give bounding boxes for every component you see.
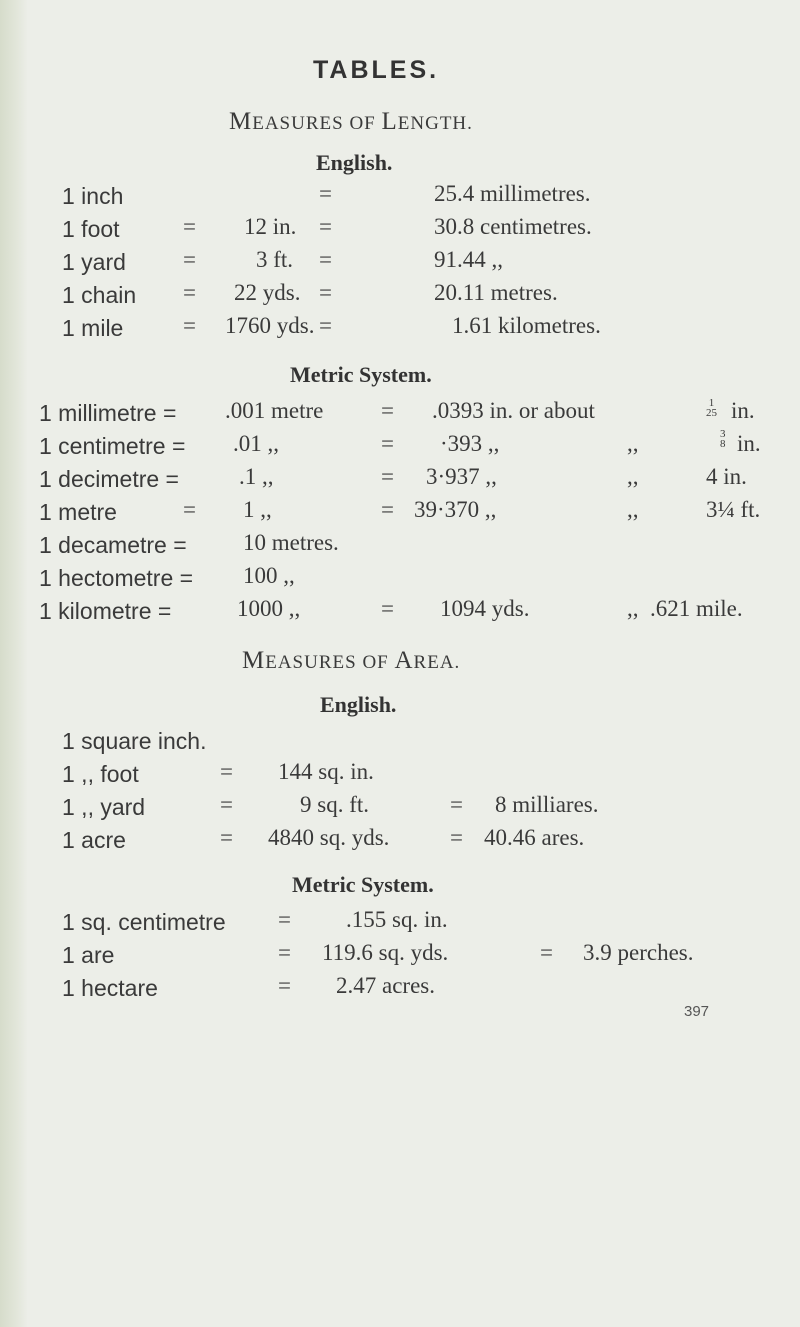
table-row-about: ,, — [627, 431, 639, 456]
english-length-subtitle: English. — [316, 150, 393, 175]
table-row-unit: 1 mile — [62, 315, 124, 341]
table-row-eq: = — [220, 759, 233, 784]
table-row-unit: 1 millimetre = — [39, 400, 177, 426]
table-row-result: 20.11 metres. — [434, 280, 558, 305]
table-row-result: 3·937 ,, — [426, 464, 497, 489]
table-row-value: 144 sq. in. — [278, 759, 374, 784]
table-row-unit: 1 centimetre = — [39, 433, 186, 459]
table-row-eq: = — [183, 247, 196, 272]
table-row-value: .01 ,, — [233, 431, 279, 456]
table-row-eq: = — [381, 596, 394, 621]
table-row-unit: 1 inch — [62, 183, 124, 209]
fraction-numerator: 3 — [720, 428, 726, 440]
table-row-value: .1 ,, — [239, 464, 274, 489]
table-row-tail: .621 mile. — [650, 596, 743, 621]
table-row-unit: 1 acre — [62, 827, 126, 853]
table-row-eq: = — [381, 431, 394, 456]
table-row-value: 100 ,, — [243, 563, 295, 588]
fraction-denominator: 8 — [720, 438, 726, 450]
table-row-tail: 4 in. — [706, 464, 747, 489]
table-row-result: 40.46 ares. — [484, 825, 585, 850]
heading-cap: A — [394, 647, 414, 674]
table-row-eq: = — [278, 907, 291, 932]
heading-small: ENGTH. — [397, 113, 473, 134]
table-row-unit: 1 yard — [62, 249, 126, 275]
table-row-result: 8 milliares. — [495, 792, 599, 817]
heading-cap: L — [381, 108, 398, 135]
table-row-fraction — [720, 429, 726, 458]
table-row-eq: = — [381, 398, 394, 423]
table-row-value: 4840 sq. yds. — [268, 825, 390, 850]
table-row-result: ·393 ,, — [440, 431, 500, 456]
table-row-unit: 1 decimetre = — [39, 466, 179, 492]
heading-small: REA. — [413, 652, 461, 673]
table-row-unit: 1 foot — [62, 216, 120, 242]
heading-small: EASURES OF — [252, 113, 382, 134]
page-title: TABLES. — [313, 56, 440, 84]
table-row-unit: 1 chain — [62, 282, 137, 308]
table-row-eq: = — [381, 497, 394, 522]
table-row-result: 39·370 ,, — [414, 497, 497, 522]
table-row-result: 1.61 kilometres. — [452, 313, 601, 338]
table-row-value: 1760 yds. — [225, 313, 315, 338]
table-row-value: .155 sq. in. — [346, 907, 448, 932]
table-row-eq: = — [319, 280, 332, 305]
table-row-unit: 1 hectare — [62, 975, 158, 1001]
table-row-unit: 1 square inch. — [62, 728, 207, 754]
table-row-eq: = — [183, 280, 196, 305]
table-row-tail: 3¼ ft. — [706, 497, 761, 522]
table-row-result: 30.8 centimetres. — [434, 214, 592, 239]
table-row-unit: 1 ,, yard — [62, 794, 146, 820]
table-row-value: 10 metres. — [243, 530, 339, 555]
table-row-eq: = — [450, 792, 463, 817]
page-number: 397 — [684, 1003, 710, 1020]
table-row-value: 3 ft. — [256, 247, 294, 272]
table-row-unit: 1 metre — [39, 499, 117, 525]
table-row-eq: = — [220, 792, 233, 817]
table-row-eq: = — [450, 825, 463, 850]
table-row-value: .001 metre — [225, 398, 324, 423]
metric-area-subtitle: Metric System. — [292, 872, 434, 897]
table-row-value: 1000 ,, — [237, 596, 301, 621]
table-row-eq: = — [183, 313, 196, 338]
heading-cap: M — [229, 108, 253, 135]
table-row-eq: = — [220, 825, 233, 850]
table-row-eq: = — [278, 940, 291, 965]
fraction-numerator: 1 — [708, 397, 715, 409]
table-row-eq: = — [278, 973, 291, 998]
metric-length-subtitle: Metric System. — [290, 362, 432, 387]
table-row-value: 2.47 acres. — [336, 973, 435, 998]
english-area-subtitle: English. — [320, 692, 397, 717]
table-row-value: 12 in. — [244, 214, 297, 239]
table-row-eq: = — [319, 181, 332, 206]
table-row-eq: = — [183, 497, 196, 522]
heading-small: EASURES OF — [265, 652, 395, 673]
table-row-result: .0393 in. or about — [432, 398, 595, 423]
table-row-value: 22 yds. — [234, 280, 301, 305]
table-row-about: ,, — [627, 596, 639, 621]
table-row-tail: in. — [731, 398, 755, 423]
table-row-value: 1 ,, — [243, 497, 272, 522]
table-row-result: 3.9 perches. — [583, 940, 694, 965]
table-row-result: 91.44 ,, — [434, 247, 503, 272]
table-row-eq: = — [381, 464, 394, 489]
table-row-value: 9 sq. ft. — [300, 792, 369, 817]
table-row-unit: 1 kilometre = — [39, 598, 172, 624]
table-row-about: ,, — [627, 497, 639, 522]
table-row-fraction — [706, 398, 717, 427]
fraction-denominator: 25 — [706, 407, 717, 419]
heading-cap: M — [242, 647, 266, 674]
table-row-eq: = — [540, 940, 553, 965]
page-edge-shadow — [0, 0, 28, 1327]
table-row-result: 25.4 millimetres. — [434, 181, 591, 206]
table-row-unit: 1 hectometre = — [39, 565, 194, 591]
table-row-eq: = — [319, 247, 332, 272]
table-row-about: ,, — [627, 464, 639, 489]
table-row-unit: 1 ,, foot — [62, 761, 139, 787]
table-row-tail: in. — [737, 431, 761, 456]
section-heading-area — [242, 647, 460, 675]
table-row-eq: = — [183, 214, 196, 239]
table-row-eq: = — [319, 214, 332, 239]
table-row-eq: = — [319, 313, 332, 338]
table-row-result: 1094 yds. — [440, 596, 530, 621]
table-row-unit: 1 decametre = — [39, 532, 187, 558]
table-row-unit: 1 sq. centimetre — [62, 909, 226, 935]
section-heading-length — [229, 108, 473, 136]
table-row-unit: 1 are — [62, 942, 115, 968]
table-row-value: 119.6 sq. yds. — [322, 940, 449, 965]
